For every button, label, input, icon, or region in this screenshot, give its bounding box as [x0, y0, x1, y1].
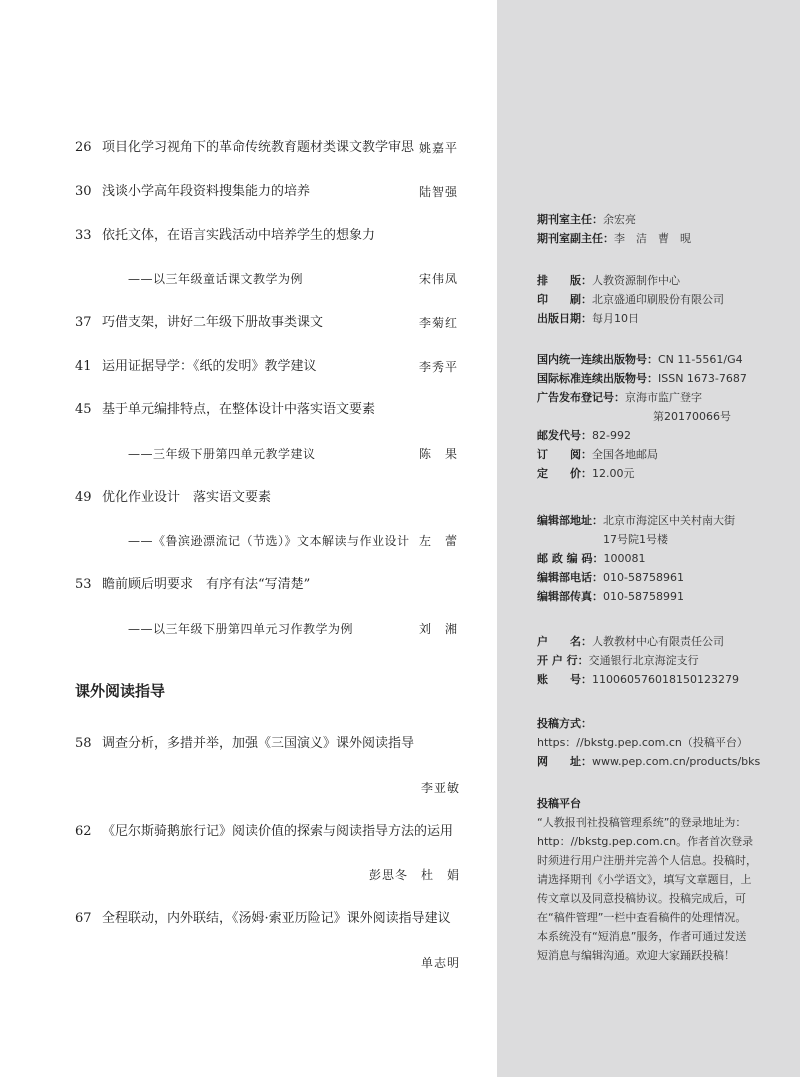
- toc-entry: [75, 576, 460, 594]
- date-value: 每月10日: [592, 312, 639, 325]
- cn-value: CN 11-5561/G4: [658, 353, 743, 366]
- page-number: 37: [75, 315, 92, 330]
- address-value: 北京市海淀区中关村南大街: [603, 514, 735, 527]
- submit-label: 投稿方式：: [537, 717, 592, 730]
- article-title: 项目化学习视角下的革命传统教育题材类课文教学审思: [102, 140, 415, 155]
- page-number: 58: [75, 736, 92, 751]
- article-author: 李亚敏: [420, 781, 460, 795]
- account-label: 账 号：: [537, 673, 592, 686]
- platform-text: “人教报刊社投稿管理系统”的登录地址为：http：//bkstg.pep.com.cn。作者首次登录时须进行用户注册并完善个人信息。投稿时，请选择期刊《小学语文》，填写文章题目，上传文章以及同意投稿协议。投稿完成后，可在“稿件管理”一栏中查看稿件的处理情况。本系统没有“短消息”服务，作者可通过发送短消息与编辑沟通。欢迎大家踊跃投稿！: [537, 816, 757, 962]
- post-label: 邮发代号：: [537, 429, 592, 442]
- print-value: 北京盛通印刷股份有限公司: [592, 293, 724, 306]
- article-title: 基于单元编排特点，在整体设计中落实语文要素: [102, 402, 376, 417]
- platform-info: [537, 794, 787, 965]
- submission-info: [537, 714, 787, 771]
- page-number: 30: [75, 184, 92, 199]
- section-title: 课外阅读指导: [75, 682, 166, 700]
- page-number: 67: [75, 911, 92, 926]
- ad-value-2: 第20170066号: [653, 410, 731, 423]
- article-author: 李菊红: [418, 316, 458, 330]
- toc-entry: [75, 139, 460, 157]
- page-number: 62: [75, 824, 92, 839]
- page-number: 49: [75, 490, 92, 505]
- bank-label: 开 户 行：: [537, 654, 589, 667]
- bank-info: [537, 632, 787, 689]
- toc-entry: [75, 489, 460, 507]
- publication-info: [537, 271, 787, 328]
- typeset-label: 排 版：: [537, 274, 592, 287]
- fax-value: 010-58758991: [603, 590, 684, 603]
- subscribe-label: 订 阅：: [537, 448, 592, 461]
- article-author: 彭思冬 杜 娟: [368, 868, 460, 882]
- post-value: 82-992: [592, 429, 631, 442]
- article-title: 优化作业设计 落实语文要素: [102, 490, 272, 505]
- reading-entry: [75, 823, 460, 841]
- article-title: 巧借支架，讲好二年级下册故事类课文: [102, 315, 324, 330]
- article-subtitle: ——三年级下册第四单元教学建议: [128, 447, 316, 461]
- page-number: 26: [75, 140, 92, 155]
- phone-value: 010-58758961: [603, 571, 684, 584]
- article-author: 姚嘉平: [418, 141, 458, 155]
- fax-label: 编辑部传真：: [537, 590, 603, 603]
- ad-label: 广告发布登记号：: [537, 391, 625, 404]
- article-title: 运用证据导学：《纸的发明》教学建议: [102, 359, 317, 374]
- issn-label: 国际标准连续出版物号：: [537, 372, 658, 385]
- deputy-label: 期刊室副主任：: [537, 232, 614, 245]
- toc-entry: [75, 314, 460, 332]
- contact-info: [537, 511, 787, 606]
- bank-value: 交通银行北京海淀支行: [588, 654, 699, 667]
- address-value-2: 17号院1号楼: [603, 533, 668, 546]
- article-subtitle: ——以三年级下册第四单元习作教学为例: [128, 622, 354, 636]
- toc-entry: [75, 183, 460, 201]
- print-label: 印 刷：: [537, 293, 592, 306]
- page-number: 41: [75, 359, 92, 374]
- editor-value: 余宏亮: [603, 213, 636, 226]
- registration-info: [537, 350, 787, 483]
- article-title: 浅谈小学高年段资料搜集能力的培养: [102, 184, 311, 199]
- article-title: 《尼尔斯骑鹅旅行记》阅读价值的探索与阅读指导方法的运用: [102, 824, 454, 839]
- website-label: 网 址：: [537, 755, 592, 768]
- deputy-value: 李 洁 曹 晛: [614, 232, 691, 245]
- platform-label: 投稿平台: [537, 797, 581, 810]
- article-subtitle: ——《鲁滨逊漂流记（节选）》文本解读与作业设计: [128, 534, 410, 548]
- website-link[interactable]: www.pep.com.cn/products/bks: [592, 755, 761, 768]
- article-author: 李秀平: [418, 360, 458, 374]
- toc-entry: [75, 358, 460, 376]
- article-title: 瞻前顾后明要求 有序有法“写清楚”: [102, 577, 311, 592]
- address-label: 编辑部地址：: [537, 514, 603, 527]
- article-subtitle-row: [128, 270, 460, 288]
- page-number: 45: [75, 402, 92, 417]
- article-title: 全程联动，内外联结，《汤姆·索亚历险记》课外阅读指导建议: [102, 911, 451, 926]
- subscribe-value: 全国各地邮局: [592, 448, 658, 461]
- phone-label: 编辑部电话：: [537, 571, 603, 584]
- article-author: 陆智强: [418, 185, 458, 199]
- toc-entry: [75, 227, 460, 245]
- article-author: 刘 湘: [418, 622, 458, 636]
- article-subtitle-row: [128, 445, 460, 463]
- price-value: 12.00元: [592, 467, 635, 480]
- page-number: 53: [75, 577, 92, 592]
- account-name-value: 人教教材中心有限责任公司: [592, 635, 724, 648]
- article-subtitle: ——以三年级童话课文教学为例: [128, 272, 304, 286]
- reading-entry: [75, 910, 460, 928]
- article-author: 单志明: [420, 956, 460, 970]
- article-author: 陈 果: [418, 447, 458, 461]
- reading-entry: [75, 735, 460, 753]
- article-author: 宋伟凤: [418, 272, 458, 286]
- account-name-label: 户 名：: [537, 635, 592, 648]
- submit-url[interactable]: https：//bkstg.pep.com.cn（投稿平台）: [537, 736, 748, 749]
- typeset-value: 人教资源制作中心: [592, 274, 680, 287]
- zip-label: 邮 政 编 码：: [537, 552, 604, 565]
- date-label: 出版日期：: [537, 312, 592, 325]
- article-subtitle-row: [128, 532, 460, 550]
- ad-value: 京海市监广登字: [625, 391, 702, 404]
- toc-entry: [75, 401, 460, 419]
- page-number: 33: [75, 228, 92, 243]
- masthead-staff: [537, 210, 787, 248]
- editor-label: 期刊室主任：: [537, 213, 603, 226]
- cn-label: 国内统一连续出版物号：: [537, 353, 658, 366]
- article-title: 调查分析，多措并举，加强《三国演义》课外阅读指导: [102, 736, 415, 751]
- price-label: 定 价：: [537, 467, 592, 480]
- article-title: 依托文体，在语言实践活动中培养学生的想象力: [102, 228, 376, 243]
- account-value: 110060576018150123279: [592, 673, 739, 686]
- article-subtitle-row: [128, 620, 460, 638]
- zip-value: 100081: [603, 552, 646, 565]
- issn-value: ISSN 1673-7687: [658, 372, 747, 385]
- article-author: 左 蕾: [418, 534, 458, 548]
